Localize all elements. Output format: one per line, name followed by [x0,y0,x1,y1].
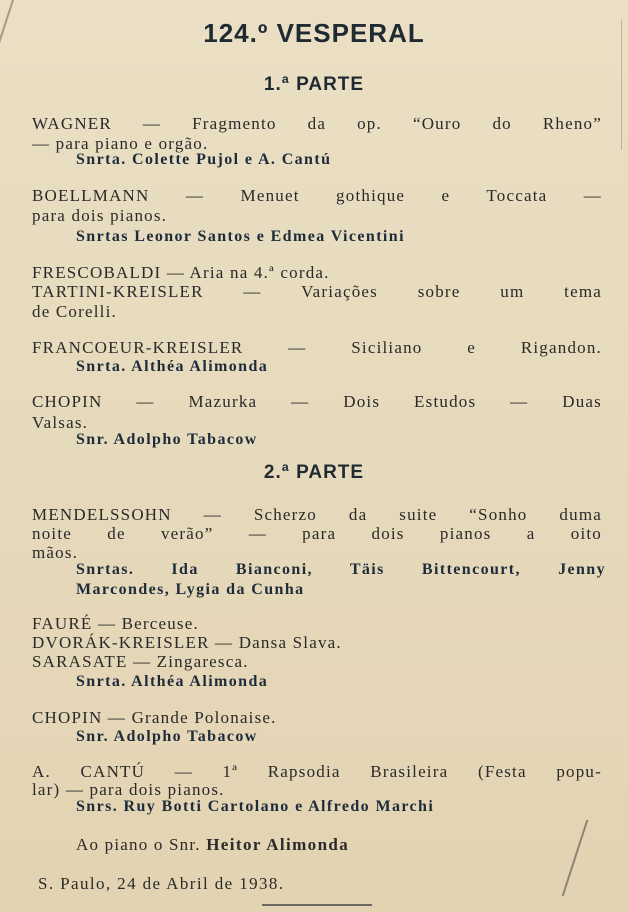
program-line: TARTINI-KREISLER — Variações sobre um tema [32,282,602,301]
performer-line: Snrta. Colette Pujol e A. Cantú [76,151,332,168]
program-line: FRANCOEUR-KREISLER — Siciliano e Rigandon. [32,338,602,357]
program-line: DVORÁK-KREISLER — Dansa Slava. [32,633,342,652]
program-line: mãos. [32,543,79,562]
bottom-rule [262,904,372,906]
performer-line: Snrs. Ruy Botti Cartolano e Alfredo Marchi [76,798,435,815]
program-line: para dois pianos. [32,206,168,225]
program-line: WAGNER — Fragmento da op. “Ouro do Rheno” [32,114,602,133]
performer-line: Snrtas Leonor Santos e Edmea Vicentini [76,228,405,245]
performer-line: Snr. Adolpho Tabacow [76,728,258,745]
program-line: — para piano e orgão. [32,134,209,153]
performer-line: Marcondes, Lygia da Cunha [76,581,305,598]
page-title: 124.º VESPERAL [203,18,425,48]
performer-line: Snrtas. Ida Bianconi, Täis Bittencourt, Jenny [76,561,606,578]
program-line: FAURÉ — Berceuse. [32,614,199,633]
accompanist-line [76,835,349,855]
program-line: CHOPIN — Mazurka — Dois Estudos — Duas [32,392,602,411]
program-line: noite de verão” — para dois pianos a oito [32,524,602,543]
program-line: BOELLMANN — Menuet gothique e Toccata — [32,186,602,205]
part-1-heading: 1.ª PARTE [263,74,365,95]
accompanist-prefix: Ao piano o Snr. [76,835,201,854]
performer-line: Snrta. Althéa Alimonda [76,358,269,375]
program-line: FRESCOBALDI — Aria na 4.ª corda. [32,263,330,282]
performer-line: Snrta. Althéa Alimonda [76,673,269,690]
program-line: de Corelli. [32,302,117,321]
program-line: MENDELSSOHN — Scherzo da suite “Sonho duma [32,505,602,524]
performer-line: Snr. Adolpho Tabacow [76,431,258,448]
part-2-heading: 2.ª PARTE [263,462,365,483]
accompanist-name: Heitor Alimonda [206,835,350,854]
scratch-mark [562,820,589,897]
program-line: Valsas. [32,413,89,432]
program-line: SARASATE — Zingaresca. [32,652,249,671]
program-line: CHOPIN — Grande Polonaise. [32,708,277,727]
program-line: A. CANTÚ — 1ª Rapsodia Brasileira (Festa popu- [32,762,602,781]
program-line: lar) — para dois pianos. [32,780,225,799]
date-place-line: S. Paulo, 24 de Abril de 1938. [38,874,285,893]
